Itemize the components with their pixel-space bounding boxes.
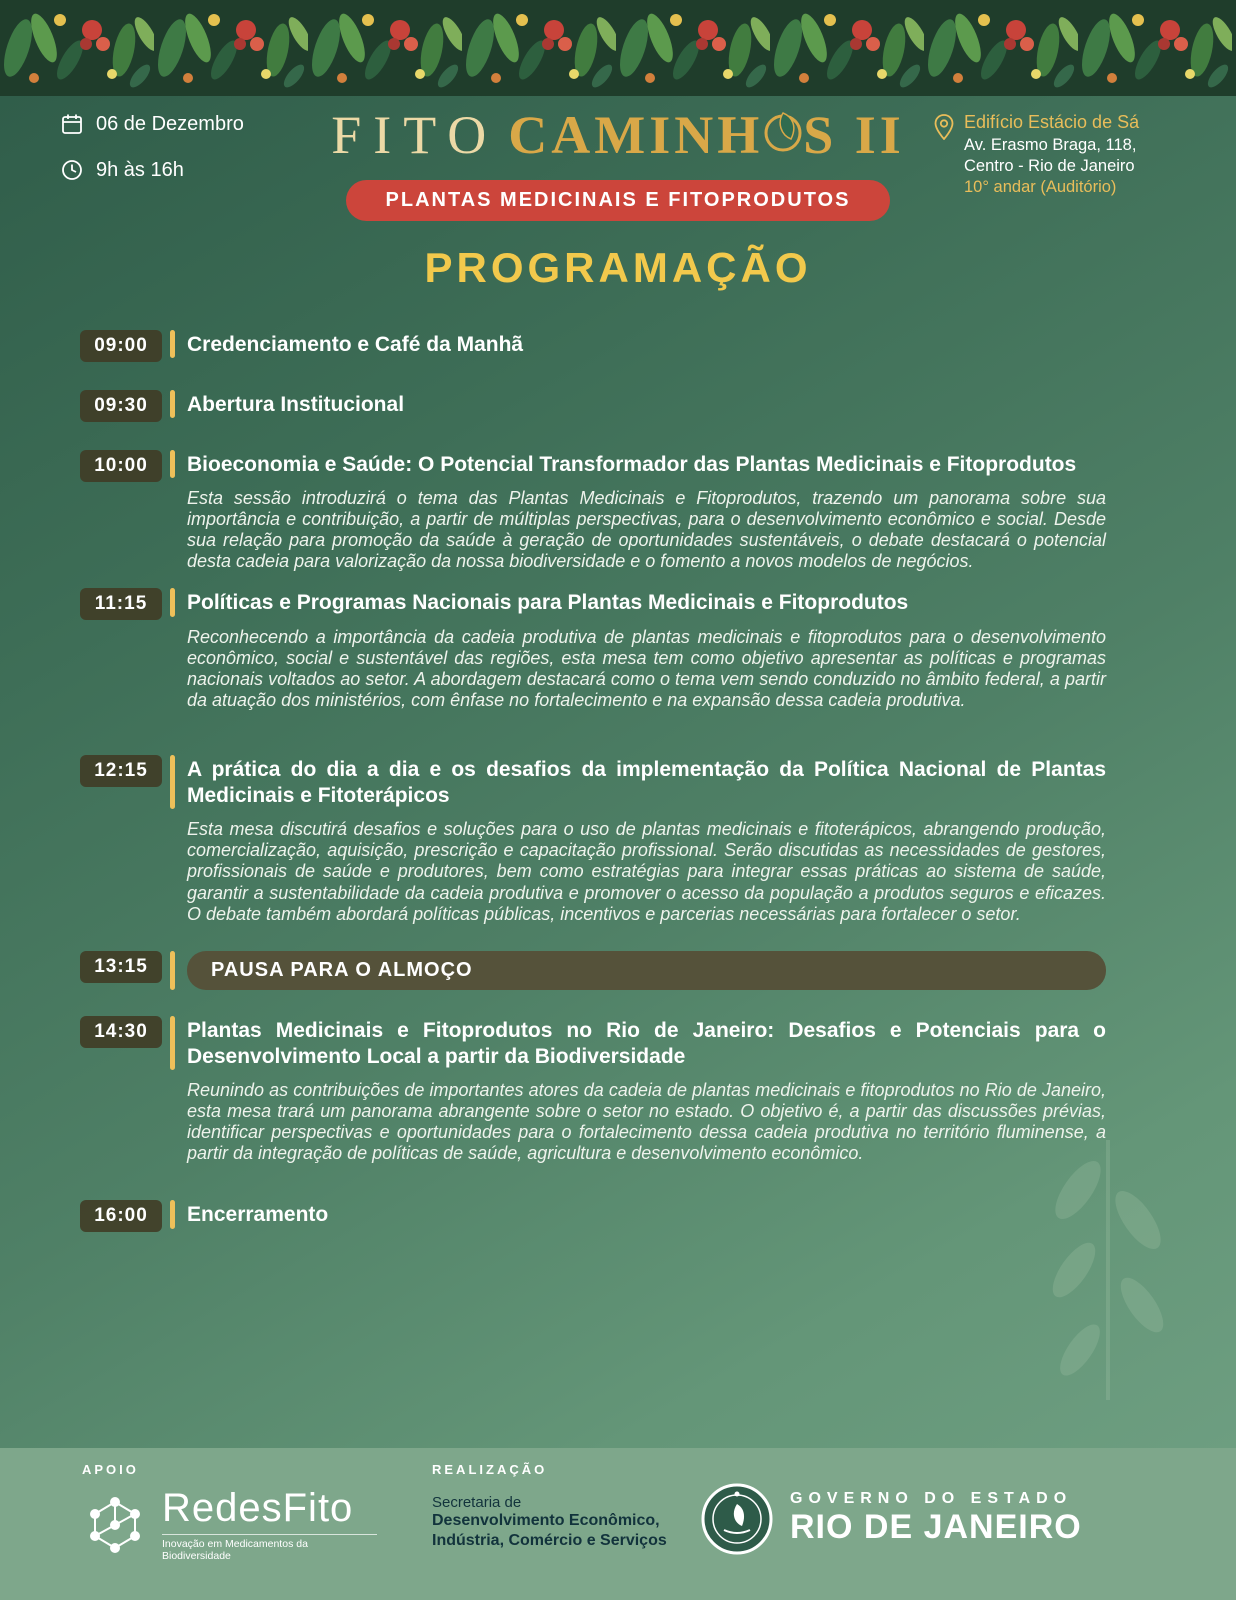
schedule-item <box>80 755 1106 925</box>
session-title: Credenciamento e Café da Manhã <box>187 333 524 356</box>
botanical-border <box>0 0 1236 96</box>
session-title: Políticas e Programas Nacionais para Plantas Medicinais e Fitoprodutos <box>187 591 909 615</box>
schedule-list <box>80 330 1106 1232</box>
redesfito-network-icon <box>82 1492 148 1558</box>
time-badge: 14:30 <box>80 1016 162 1048</box>
time-badge: 12:15 <box>80 755 162 787</box>
schedule-item <box>80 1200 1106 1232</box>
session-description: Reunindo as contribuições de importantes atores da cadeia de plantas medicinais e fitoprodutos no Rio de Janeiro, esta mesa trará um panorama abrangente sobre o setor no estado. O objetivo é, a partir das discussões prévias, identificar perspectivas e oportunidades para o fortalecimento dessa cadeia produtiva no território fluminense, a partir da integração de políticas de saúde, agricultura e desenvolvimento econômico. <box>187 1080 1106 1164</box>
session-title: Abertura Institucional <box>187 393 405 416</box>
time-badge: 13:15 <box>80 951 162 983</box>
rio-de-janeiro-emblem-icon <box>700 1482 774 1556</box>
accent-bar <box>170 1200 175 1228</box>
logo-fito-text: FITO <box>331 105 499 165</box>
accent-bar <box>170 755 175 810</box>
redesfito-logo <box>82 1488 377 1562</box>
accent-bar <box>170 330 175 358</box>
secretaria-line-3: Indústria, Comércio e Serviços <box>432 1532 667 1549</box>
governo-line-2: RIO DE JANEIRO <box>790 1508 1082 1547</box>
lunch-break-banner: PAUSA PARA O ALMOÇO <box>187 951 1106 990</box>
logo-sii-text: S II <box>803 105 905 165</box>
leaf-watermark-icon <box>1008 1130 1208 1415</box>
event-date: 06 de Dezembro <box>96 112 244 135</box>
time-badge: 09:30 <box>80 390 162 422</box>
session-title: Plantas Medicinais e Fitoprodutos no Rio de Janeiro: Desafios e Potenciais para o Desenvolvimento Local a partir da Biodiversidade <box>187 1018 1106 1068</box>
session-description: Esta sessão introduzirá o tema das Plantas Medicinais e Fitoprodutos, trazendo um panorama sobre sua importância e contribuição, a partir de múltiplas perspectivas, para o desenvolvimento econômico e social. Desde sua relação para promoção da saúde à geração de oportunidades sustentáveis, o debate destacará o potencial desta cadeia para valorização da nossa biodiversidade e o fomento a novos modelos de negócios. <box>187 488 1106 572</box>
governo-logo <box>700 1482 1082 1556</box>
accent-bar <box>170 951 175 990</box>
time-badge: 11:15 <box>80 588 162 620</box>
session-description: Esta mesa discutirá desafios e soluções para o uso de plantas medicinais e fitoterápicos, abrangendo produção, comercialização, aquisição, prescrição e capacitação profissional. Serão discutidas as necessidades de gestores, profissionais de saúde e produtores, bem como estratégias para integrar essas práticas ao sistema de saúde, garantir a sustentabilidade da cadeia produtiva e promover o acesso da população a produtos seguros e eficazes. O debate também abordará políticas públicas, incentivos e parcerias necessárias para fortalecer o setor. <box>187 819 1106 924</box>
logo-caminhos-text: CAMINH <box>508 105 764 165</box>
location-address-1: Av. Erasmo Braga, 118, <box>964 136 1137 154</box>
governo-text <box>790 1490 1082 1547</box>
accent-bar <box>170 1016 175 1071</box>
subtitle-badge: PLANTAS MEDICINAIS E FITOPRODUTOS <box>346 180 891 221</box>
schedule-item <box>80 330 1106 362</box>
secretaria-line-2: Desenvolvimento Econômico, <box>432 1512 660 1529</box>
secretaria-logo-text <box>432 1494 667 1551</box>
schedule-item <box>80 1016 1106 1165</box>
location-name: Edifício Estácio de Sá <box>964 112 1140 132</box>
governo-line-1: GOVERNO DO ESTADO <box>790 1490 1073 1508</box>
apoio-label: APOIO <box>82 1462 139 1477</box>
secretaria-line-1: Secretaria de <box>432 1494 522 1511</box>
session-title: Bioeconomia e Saúde: O Potencial Transformador das Plantas Medicinais e Fitoprodutos <box>187 453 1077 476</box>
event-time: 9h às 16h <box>96 158 184 181</box>
time-badge: 10:00 <box>80 450 162 482</box>
page-title: PROGRAMAÇÃO <box>424 244 812 291</box>
event-location <box>934 112 1184 197</box>
accent-bar <box>170 450 175 478</box>
location-address-2: Centro - Rio de Janeiro <box>964 156 1135 175</box>
time-badge: 09:00 <box>80 330 162 362</box>
schedule-item <box>80 588 1106 710</box>
session-description: Reconhecendo a importância da cadeia produtiva de plantas medicinais e fitoprodutos para o desenvolvimento econômico, social e sustentável das regiões, esta mesa tem como objetivo apresentar as políticas e programas nacionais voltados ao setor. A abordagem destacará como o tema vem sendo conduzido no âmbito federal, a partir da atuação dos ministérios, com ênfase no fortalecimento e na expansão dessa cadeia produtiva. <box>187 626 1106 710</box>
footer <box>0 1448 1236 1600</box>
schedule-item <box>80 390 1106 422</box>
session-title: Encerramento <box>187 1203 329 1227</box>
realizacao-label: REALIZAÇÃO <box>432 1462 548 1477</box>
accent-bar <box>170 588 175 616</box>
schedule-item-lunch-break <box>80 951 1106 990</box>
schedule-item <box>80 450 1106 572</box>
location-pin-icon <box>934 114 954 140</box>
botanical-pattern-icon <box>0 0 1236 96</box>
location-floor: 10° andar (Auditório) <box>964 178 1117 197</box>
session-title: A prática do dia a dia e os desafios da implementação da Política Nacional de Plantas Medicinais e Fitoterápicos <box>187 757 1106 808</box>
leaf-icon <box>763 104 803 166</box>
time-badge: 16:00 <box>80 1200 162 1232</box>
redesfito-name: RedesFito <box>162 1486 354 1530</box>
location-text <box>964 112 1139 197</box>
redesfito-tagline: Inovação em Medicamentos da Biodiversidade <box>162 1534 377 1562</box>
accent-bar <box>170 390 175 418</box>
redesfito-text <box>162 1488 377 1562</box>
